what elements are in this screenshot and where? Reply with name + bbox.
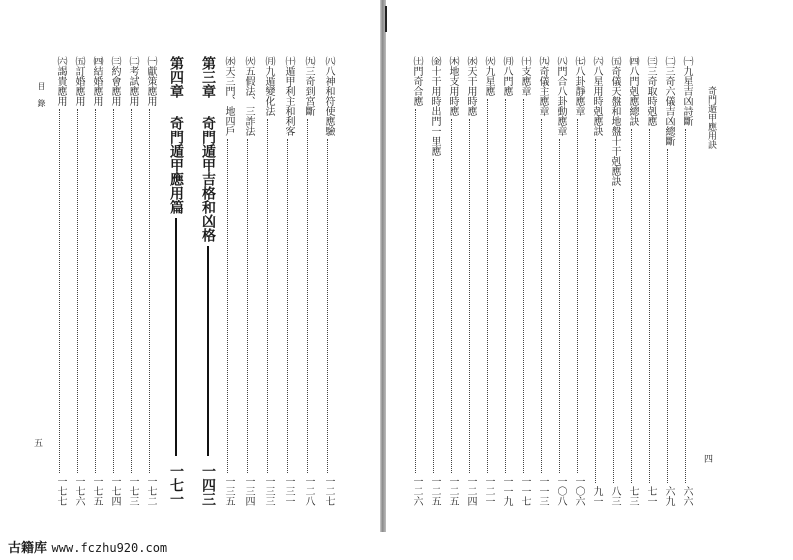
toc-page-number: 一七四: [109, 476, 120, 506]
leader-dots: [577, 119, 578, 473]
toc-entry: [534, 56, 550, 506]
toc-page-number: 六九: [663, 486, 674, 506]
toc-entry: [300, 56, 316, 506]
toc-page-number: 一三四: [243, 476, 254, 506]
toc-entry-title: ㈨三奇到宮斷: [303, 56, 314, 116]
toc-entry-title: ㈮十干用時出門一里應: [429, 56, 440, 156]
leader-dots: [559, 139, 560, 473]
toc-entry: [462, 56, 478, 506]
toc-entry-title: ㈥八星用時剋應訣: [591, 56, 602, 136]
toc-entry-title: ㈢約會應用: [109, 56, 120, 106]
toc-entry: [124, 56, 140, 506]
toc-page-number: 七三: [627, 486, 638, 506]
leader-dots: [95, 109, 96, 473]
toc-entry-title: ㈬天干用時應: [465, 56, 476, 116]
toc-entry: [142, 56, 158, 506]
toc-entry: [320, 56, 336, 506]
toc-entry-title: ㈡考試應用: [127, 56, 138, 106]
toc-entry: [70, 56, 86, 506]
toc-entry: [516, 56, 532, 506]
leader-dots: [685, 129, 686, 483]
chapter-title: 奇門遁甲吉格和凶格: [200, 116, 216, 242]
toc-entry-title: ㈦八卦靜應章: [573, 56, 584, 116]
toc-page-number: 一七二: [145, 476, 156, 506]
toc-entry-title: ㈠獻策應用: [145, 56, 156, 106]
toc-page-number: 一一九: [501, 476, 512, 506]
toc-page-number: 一七六: [73, 476, 84, 506]
left-page-number: 五: [34, 439, 44, 449]
toc-entry-title: ㈣結婚應用: [91, 56, 102, 106]
leader-dots: [631, 129, 632, 483]
toc-entry: [88, 56, 104, 506]
leader-dots: [667, 149, 668, 483]
leader-dots: [307, 119, 308, 473]
toc-entry-title: ㈭地支用時應: [447, 56, 458, 116]
toc-entry: [642, 56, 658, 506]
toc-page-number: 一二一: [483, 476, 494, 506]
toc-page-number: 一二四: [465, 476, 476, 506]
toc-page-number: 八三: [609, 486, 620, 506]
toc-entry-title: ㈬天三門、地四戶: [223, 56, 234, 136]
toc-page-number: 九一: [591, 486, 602, 506]
chapter-label: 第三章: [200, 56, 216, 98]
toc-page-number: 一七三: [127, 476, 138, 506]
toc-entry: [106, 56, 122, 506]
toc-entry-title: ㈠九星吉凶詩斷: [681, 56, 692, 126]
leader-dots: [451, 119, 452, 473]
toc-page-number: 一一三: [537, 476, 548, 506]
chapter-page-number: 一七一: [168, 464, 184, 506]
leader-dots: [523, 99, 524, 473]
toc-entry: [678, 56, 694, 506]
toc-entry: [606, 56, 622, 506]
toc-page-number: 一二七: [323, 476, 334, 506]
toc-entry: [624, 56, 640, 506]
leader-dots: [505, 99, 506, 473]
toc-entry-title: ㈢三奇取時剋應: [645, 56, 656, 126]
toc-entry: [444, 56, 460, 506]
toc-page-number: 一〇六: [573, 476, 584, 506]
leader-dots: [433, 159, 434, 473]
toc-page-number: 一七五: [91, 476, 102, 506]
leader-dots: [469, 119, 470, 473]
leader-dots: [649, 129, 650, 483]
toc-entry-title: ㈤奇儀天盤和地盤十干剋應訣: [609, 56, 620, 186]
toc-entry-title: ㈪八門應: [501, 56, 512, 96]
leader-dots: [113, 109, 114, 473]
leader-dots: [613, 189, 614, 483]
toc-page-number: 一七七: [55, 476, 66, 506]
leader-dots: [541, 119, 542, 473]
chapter-rule: [207, 246, 209, 456]
leader-dots: [131, 109, 132, 473]
left-running-head: 目 錄: [37, 82, 46, 107]
toc-entry: [240, 56, 256, 506]
toc-entry: [660, 56, 676, 506]
leader-dots: [415, 109, 416, 473]
chapter-rule: [175, 218, 177, 456]
chapter-title: 奇門遁甲應用篇: [168, 116, 184, 214]
chapter-page-number: 一四三: [200, 464, 216, 506]
toc-entry: [480, 56, 496, 506]
right-page: [386, 0, 793, 560]
toc-entry-title: ㈥謁貴應用: [55, 56, 66, 106]
chapter-heading: [166, 56, 186, 506]
toc-entry-title: ㈨奇儀主應章: [537, 56, 548, 116]
leader-dots: [327, 139, 328, 473]
toc-entry-title: ㈫九星應: [483, 56, 494, 96]
toc-entry: [588, 56, 604, 506]
chapter-heading: [198, 56, 218, 506]
toc-entry: [220, 56, 236, 506]
toc-page-number: 一三三: [263, 476, 274, 506]
toc-entry-title: ㈫五假法、三詐法: [243, 56, 254, 136]
toc-page-number: 一〇八: [555, 476, 566, 506]
toc-page-number: 一二五: [447, 476, 458, 506]
leader-dots: [595, 139, 596, 483]
leader-dots: [247, 139, 248, 473]
right-page-number: 四: [704, 455, 714, 465]
toc-entry: [52, 56, 68, 506]
toc-entry: [408, 56, 424, 506]
toc-entry: [426, 56, 442, 506]
toc-entry-title: ㈡三奇六儀吉凶總斷: [663, 56, 674, 146]
leader-dots: [77, 109, 78, 473]
toc-entry-title: ㈣八門剋應總訣: [627, 56, 638, 126]
toc-entry: [552, 56, 568, 506]
toc-page-number: 七一: [645, 486, 656, 506]
toc-entry: [570, 56, 586, 506]
toc-entry: [280, 56, 296, 506]
toc-entry-title: ㈩遁甲利主和利客: [283, 56, 294, 136]
toc-entry-title: ㈧門合八卦動應章: [555, 56, 566, 136]
toc-page-number: 一二六: [411, 476, 422, 506]
footer-site-name: 古籍库: [8, 541, 48, 556]
toc-page-number: 一三一: [283, 476, 294, 506]
footer-site-url: www.fczhu920.com: [51, 541, 168, 555]
leader-dots: [487, 99, 488, 473]
leader-dots: [227, 139, 228, 473]
leader-dots: [267, 119, 268, 473]
toc-entry-title: ㈤訂婚應用: [73, 56, 84, 106]
toc-entry-title: ㈯門奇合應: [411, 56, 422, 106]
toc-entry: [260, 56, 276, 506]
toc-page-number: 一一七: [519, 476, 530, 506]
toc-entry-title: ㈩支應章: [519, 56, 530, 96]
toc-entry: [498, 56, 514, 506]
toc-entry-title: ㈪九遁變化法: [263, 56, 274, 116]
leader-dots: [59, 109, 60, 473]
chapter-label: 第四章: [168, 56, 184, 98]
right-running-head: 奇門遁甲應用訣: [706, 86, 716, 149]
leader-dots: [287, 139, 288, 473]
toc-page-number: 一三五: [223, 476, 234, 506]
toc-page-number: 一二八: [303, 476, 314, 506]
toc-entry-title: ㈧八神和符使應驗: [323, 56, 334, 136]
footer: [8, 537, 167, 556]
left-page: [0, 0, 380, 560]
toc-page-number: 一二五: [429, 476, 440, 506]
leader-dots: [149, 109, 150, 473]
toc-page-number: 六六: [681, 486, 692, 506]
